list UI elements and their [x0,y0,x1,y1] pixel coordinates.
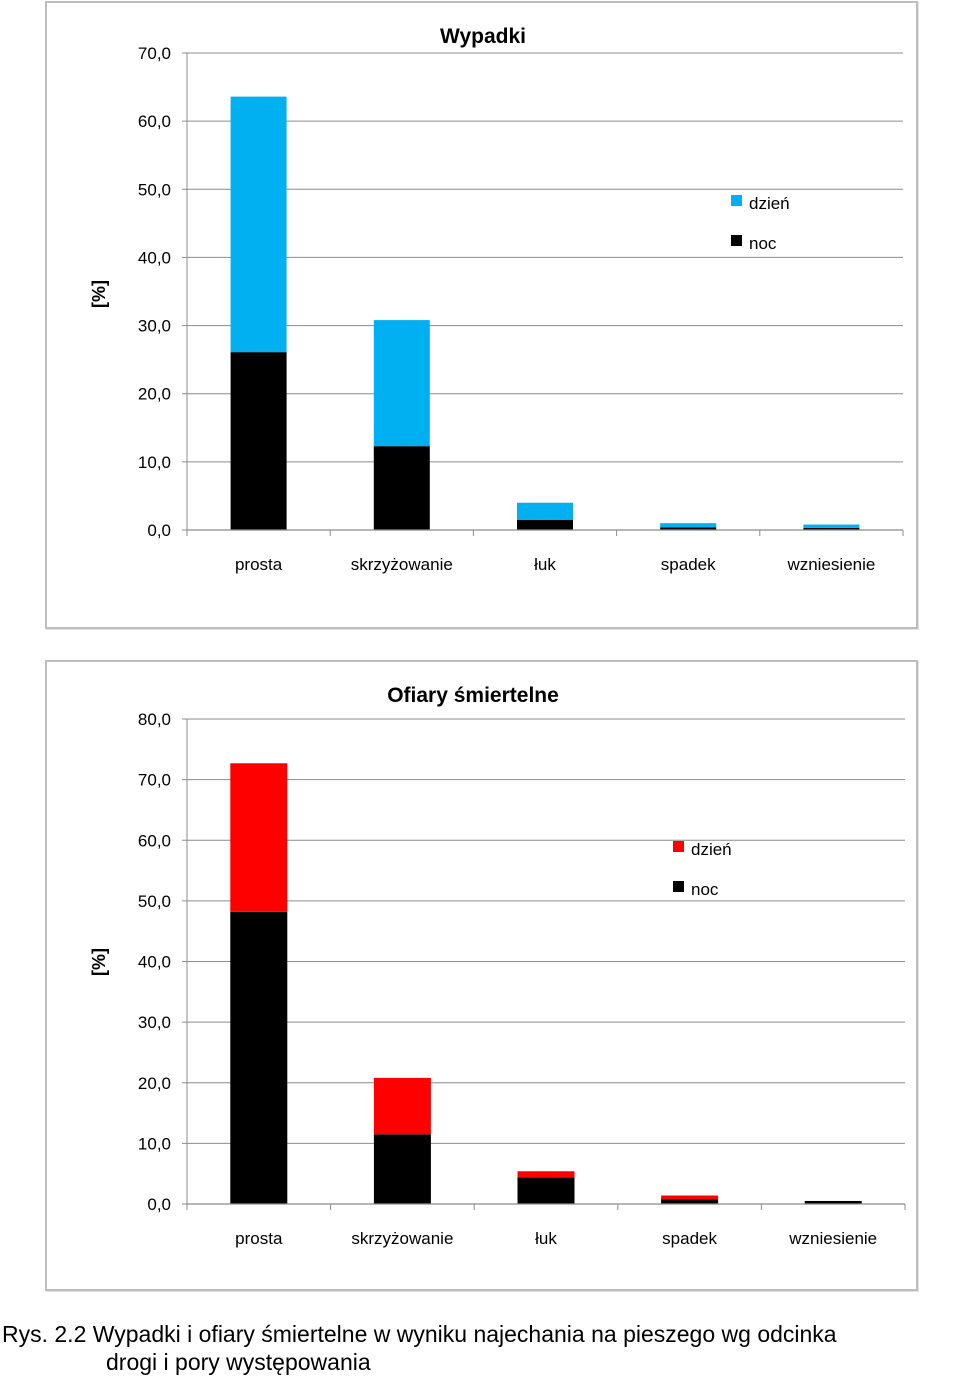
x-category-label: prosta [234,555,283,574]
y-tick-label: 80,0 [137,710,171,729]
chart-panel-wypadki [45,1,918,629]
bar-noc-spadek [661,1199,718,1204]
y-tick-label: 40,0 [137,248,171,268]
bar-dzien-luk [517,503,573,520]
bar-noc-skrzyzowanie [374,446,430,530]
y-tick-label: 50,0 [137,180,171,200]
chart-title: Wypadki [440,25,526,48]
chart-ofiary-smiertelne [47,662,920,1293]
y-tick-label: 10,0 [137,1134,171,1154]
y-tick-label: 0,0 [147,521,171,540]
y-tick-label: 0,0 [147,1195,171,1214]
y-tick-label: 20,0 [137,1073,171,1093]
bar-noc-skrzyzowanie [374,1134,431,1204]
x-category-label: spadek [660,555,716,574]
bar-dzien-skrzyzowanie [374,1078,431,1134]
legend-swatch-dzien [673,841,684,852]
bar-dzien-spadek [661,1196,718,1200]
bar-dzien-skrzyzowanie [374,320,430,446]
x-category-label: łuk [535,1229,557,1248]
bar-noc-luk [517,520,573,530]
y-axis-label: [%] [89,948,109,976]
legend-swatch-dzien [731,195,742,206]
x-category-label: spadek [662,1229,718,1248]
y-tick-label: 30,0 [137,1013,171,1033]
bar-dzien-luk [518,1171,575,1177]
legend-label-dzien: dzień [749,194,790,213]
caption-line-1: Rys. 2.2 Wypadki i ofiary śmiertelne w wyniku najechania na pieszego wg odcinka [2,1321,837,1347]
figure-caption [2,1320,960,1376]
x-category-label: prosta [235,1229,283,1248]
legend-label-dzien: dzień [691,840,732,859]
chart-wypadki [47,3,920,631]
x-category-label: wzniesienie [787,555,876,574]
bar-noc-prosta [231,352,287,530]
x-category-label: łuk [534,555,556,574]
legend-swatch-noc [731,235,742,246]
y-tick-label: 70,0 [137,44,171,63]
bar-dzien-prosta [230,763,287,912]
y-tick-label: 50,0 [137,891,171,911]
x-category-label: wzniesienie [789,1229,878,1248]
bar-dzien-spadek [660,523,716,527]
y-axis-label: [%] [89,280,109,308]
bar-noc-prosta [230,912,287,1204]
y-tick-label: 10,0 [137,452,171,472]
y-tick-label: 70,0 [137,770,171,790]
caption-line-2: drogi i pory występowania [106,1349,371,1375]
y-tick-label: 60,0 [137,831,171,851]
y-tick-label: 30,0 [137,316,171,336]
bar-dzien-prosta [231,97,287,353]
chart-title: Ofiary śmiertelne [387,684,559,707]
legend-label-noc: noc [749,234,777,253]
x-category-label: skrzyżowanie [350,555,453,574]
legend-swatch-noc [673,881,684,892]
x-category-label: skrzyżowanie [351,1229,454,1248]
legend-label-noc: noc [691,880,719,899]
y-tick-label: 20,0 [137,384,171,404]
y-tick-label: 60,0 [137,112,171,132]
bar-noc-luk [518,1177,575,1204]
chart-panel-ofiary [45,660,918,1291]
bar-dzien-wzniesienie [803,525,859,528]
y-tick-label: 40,0 [137,952,171,972]
